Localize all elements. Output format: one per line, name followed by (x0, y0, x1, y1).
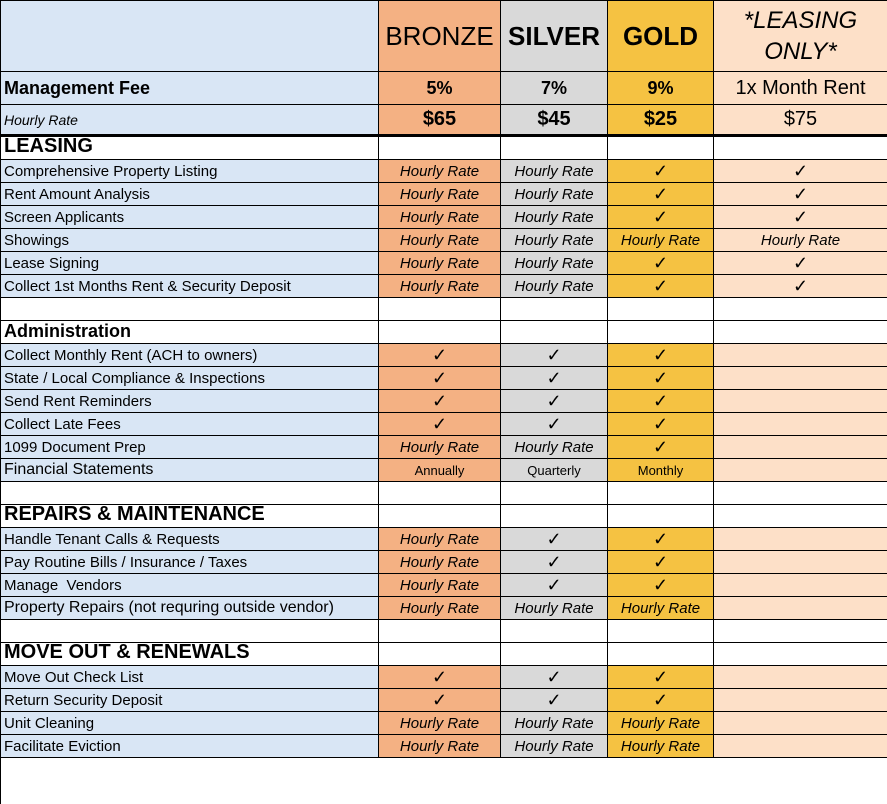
silver-hourly-rate: $45 (501, 105, 608, 137)
row-label: Financial Statements (1, 459, 379, 482)
spacer-cell (608, 482, 714, 505)
row-label: Rent Amount Analysis (1, 183, 379, 206)
spacer-cell (501, 505, 608, 528)
bronze-cell: Hourly Rate (379, 735, 501, 758)
bronze-cell: Annually (379, 459, 501, 482)
spacer-cell (501, 482, 608, 505)
leasing-check-icon: ✓ (714, 275, 887, 298)
row-label: 1099 Document Prep (1, 436, 379, 459)
bronze-cell: Hourly Rate (379, 206, 501, 229)
silver-cell: Hourly Rate (501, 183, 608, 206)
gold-check-icon: ✓ (608, 666, 714, 689)
bronze-check-icon: ✓ (379, 390, 501, 413)
gold-check-icon: ✓ (608, 574, 714, 597)
spacer-cell (501, 643, 608, 666)
leasing-check-icon: ✓ (714, 206, 887, 229)
row-label: Comprehensive Property Listing (1, 160, 379, 183)
leasing-cell (714, 574, 887, 597)
bronze-cell: Hourly Rate (379, 252, 501, 275)
section-moveout-heading: MOVE OUT & RENEWALS (1, 643, 379, 666)
silver-check-icon: ✓ (501, 367, 608, 390)
spacer-cell (379, 620, 501, 643)
row-label: Lease Signing (1, 252, 379, 275)
gold-check-icon: ✓ (608, 183, 714, 206)
gold-check-icon: ✓ (608, 436, 714, 459)
gold-cell: Hourly Rate (608, 597, 714, 620)
leasing-management-fee: 1x Month Rent (714, 72, 887, 105)
row-label: Screen Applicants (1, 206, 379, 229)
bronze-header: BRONZE (379, 1, 501, 72)
row-label: Facilitate Eviction (1, 735, 379, 758)
silver-check-icon: ✓ (501, 689, 608, 712)
silver-check-icon: ✓ (501, 551, 608, 574)
silver-cell: Hourly Rate (501, 229, 608, 252)
section-leasing-heading: LEASING (1, 137, 379, 160)
bronze-cell: Hourly Rate (379, 528, 501, 551)
spacer-cell (714, 137, 887, 160)
leasing-cell (714, 712, 887, 735)
silver-cell: Hourly Rate (501, 735, 608, 758)
gold-check-icon: ✓ (608, 413, 714, 436)
bronze-hourly-rate: $65 (379, 105, 501, 137)
hourly-rate-label: Hourly Rate (1, 105, 379, 137)
gold-cell: Monthly (608, 459, 714, 482)
spacer-cell (379, 643, 501, 666)
gold-check-icon: ✓ (608, 367, 714, 390)
leasing-cell: Hourly Rate (714, 229, 887, 252)
spacer-cell (608, 505, 714, 528)
spacer-cell (379, 505, 501, 528)
spacer-cell (714, 643, 887, 666)
spacer-cell (501, 137, 608, 160)
leasing-check-icon: ✓ (714, 252, 887, 275)
bronze-cell: Hourly Rate (379, 551, 501, 574)
leasing-cell (714, 689, 887, 712)
spacer-cell (1, 620, 379, 643)
gold-check-icon: ✓ (608, 390, 714, 413)
leasing-hourly-rate: $75 (714, 105, 887, 137)
section-repairs-heading: REPAIRS & MAINTENANCE (1, 505, 379, 528)
gold-check-icon: ✓ (608, 275, 714, 298)
gold-check-icon: ✓ (608, 551, 714, 574)
silver-cell: Hourly Rate (501, 252, 608, 275)
spacer-cell (608, 321, 714, 344)
bronze-cell: Hourly Rate (379, 183, 501, 206)
leasing-check-icon: ✓ (714, 160, 887, 183)
row-label: Send Rent Reminders (1, 390, 379, 413)
spacer-cell (714, 321, 887, 344)
section-administration-heading: Administration (1, 321, 379, 344)
gold-header: GOLD (608, 1, 714, 72)
bronze-check-icon: ✓ (379, 367, 501, 390)
silver-management-fee: 7% (501, 72, 608, 105)
row-label: Property Repairs (not requring outside vendor) (1, 597, 379, 620)
leasing-cell (714, 666, 887, 689)
bronze-check-icon: ✓ (379, 344, 501, 367)
row-label: Pay Routine Bills / Insurance / Taxes (1, 551, 379, 574)
bronze-cell: Hourly Rate (379, 229, 501, 252)
silver-check-icon: ✓ (501, 574, 608, 597)
silver-cell: Hourly Rate (501, 597, 608, 620)
bronze-cell: Hourly Rate (379, 712, 501, 735)
bronze-cell: Hourly Rate (379, 597, 501, 620)
leasing-cell (714, 459, 887, 482)
spacer-cell (608, 298, 714, 321)
bronze-check-icon: ✓ (379, 413, 501, 436)
silver-header: SILVER (501, 1, 608, 72)
silver-cell: Quarterly (501, 459, 608, 482)
row-label: Unit Cleaning (1, 712, 379, 735)
gold-check-icon: ✓ (608, 252, 714, 275)
spacer-cell (501, 321, 608, 344)
leasing-cell (714, 344, 887, 367)
bronze-check-icon: ✓ (379, 666, 501, 689)
bronze-cell: Hourly Rate (379, 574, 501, 597)
row-label: Collect Monthly Rent (ACH to owners) (1, 344, 379, 367)
row-label: Collect 1st Months Rent & Security Deposit (1, 275, 379, 298)
bronze-cell: Hourly Rate (379, 160, 501, 183)
spacer-cell (501, 620, 608, 643)
leasing-only-header: *LEASING ONLY* (714, 1, 887, 72)
bronze-cell: Hourly Rate (379, 275, 501, 298)
silver-check-icon: ✓ (501, 390, 608, 413)
silver-cell: Hourly Rate (501, 206, 608, 229)
spacer-cell (608, 620, 714, 643)
row-label: Collect Late Fees (1, 413, 379, 436)
gold-check-icon: ✓ (608, 206, 714, 229)
spacer-cell (379, 482, 501, 505)
silver-check-icon: ✓ (501, 528, 608, 551)
row-label: Manage Vendors (1, 574, 379, 597)
leasing-cell (714, 597, 887, 620)
gold-check-icon: ✓ (608, 528, 714, 551)
silver-cell: Hourly Rate (501, 275, 608, 298)
gold-cell: Hourly Rate (608, 735, 714, 758)
row-label: Handle Tenant Calls & Requests (1, 528, 379, 551)
silver-check-icon: ✓ (501, 666, 608, 689)
spacer-cell (379, 298, 501, 321)
spacer-cell (714, 505, 887, 528)
leasing-cell (714, 436, 887, 459)
silver-cell: Hourly Rate (501, 160, 608, 183)
management-fee-label: Management Fee (1, 72, 379, 105)
spacer-cell (608, 137, 714, 160)
silver-check-icon: ✓ (501, 413, 608, 436)
silver-cell: Hourly Rate (501, 436, 608, 459)
gold-cell: Hourly Rate (608, 712, 714, 735)
leasing-cell (714, 528, 887, 551)
leasing-cell (714, 390, 887, 413)
spacer-cell (379, 321, 501, 344)
gold-cell: Hourly Rate (608, 229, 714, 252)
gold-management-fee: 9% (608, 72, 714, 105)
leasing-cell (714, 735, 887, 758)
row-label: Showings (1, 229, 379, 252)
leasing-check-icon: ✓ (714, 183, 887, 206)
spacer-cell (379, 137, 501, 160)
spacer-cell (501, 298, 608, 321)
spacer-cell (1, 298, 379, 321)
bronze-cell: Hourly Rate (379, 436, 501, 459)
spacer-cell (714, 620, 887, 643)
leasing-cell (714, 367, 887, 390)
gold-check-icon: ✓ (608, 160, 714, 183)
row-label: State / Local Compliance & Inspections (1, 367, 379, 390)
gold-check-icon: ✓ (608, 344, 714, 367)
leasing-cell (714, 413, 887, 436)
bronze-management-fee: 5% (379, 72, 501, 105)
spacer-cell (1, 482, 379, 505)
spacer-cell (714, 298, 887, 321)
bronze-check-icon: ✓ (379, 689, 501, 712)
row-label: Return Security Deposit (1, 689, 379, 712)
leasing-cell (714, 551, 887, 574)
row-label: Move Out Check List (1, 666, 379, 689)
silver-check-icon: ✓ (501, 344, 608, 367)
gold-check-icon: ✓ (608, 689, 714, 712)
spacer-cell (608, 643, 714, 666)
gold-hourly-rate: $25 (608, 105, 714, 137)
spacer-cell (714, 482, 887, 505)
silver-cell: Hourly Rate (501, 712, 608, 735)
header-corner-cell (1, 1, 379, 72)
